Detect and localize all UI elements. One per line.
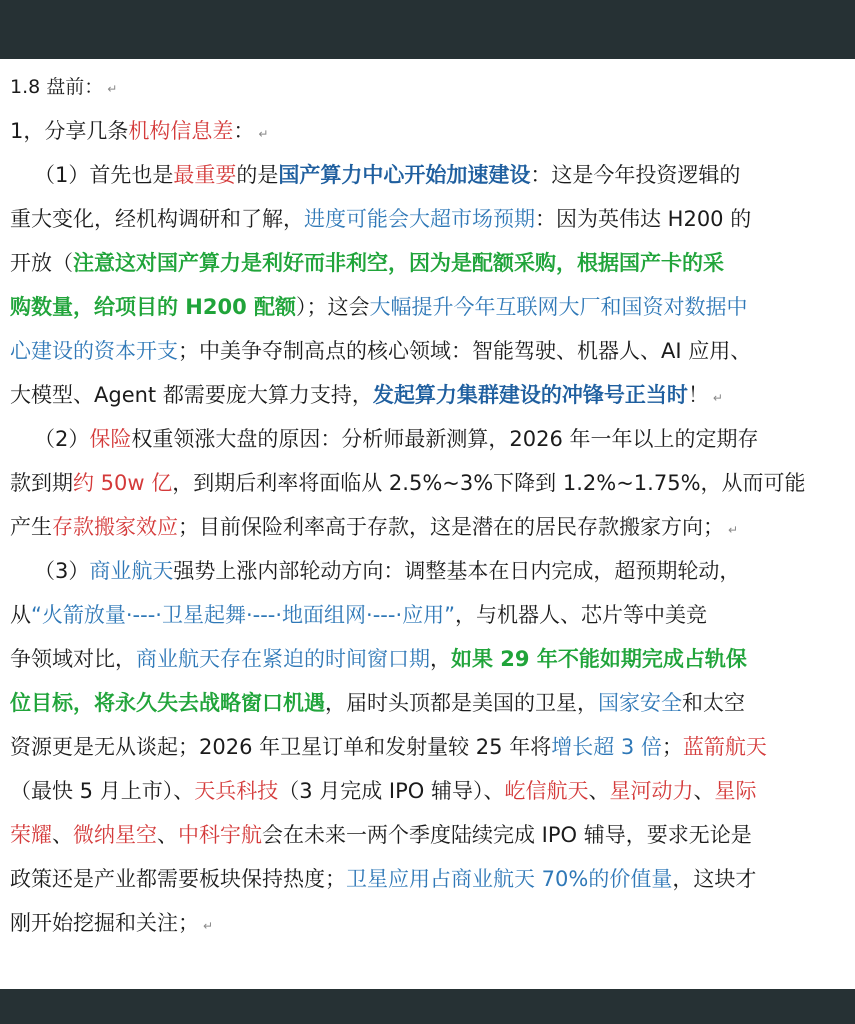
heading-line [10,65,844,109]
p3-line6 [10,769,844,813]
p3-text: ，这块才 [672,867,757,891]
p3-text: 刚开始挖掘和关注； [10,911,199,935]
p3-blue-text: 商业航天 [89,559,174,583]
p3-red-text: 荣耀 [10,823,52,847]
bottom-dark-bar [0,989,855,1024]
p3-blue-text: 商业航天存在紧迫的时间窗口期 [136,647,430,671]
p3-text: 、 [157,823,178,847]
paragraph-mark-icon: ↵ [258,127,269,141]
p3-text: ，与机器人、芯片等中美竞 [455,603,708,627]
p2-line1 [10,417,844,461]
p3-line9 [10,901,844,945]
item1-suffix: ： [233,119,255,143]
p2-line2 [10,461,844,505]
p3-text: 、 [693,779,715,803]
p3-line2 [10,593,844,637]
p1-bold-blue-text: 发起算力集群建设的冲锋号正当时 [372,383,688,407]
item1-line [10,109,844,153]
p2-red-text: 保险 [89,427,132,451]
p3-text: （最快 5 月上市）、 [10,779,195,803]
p3-red-text: 蓝箭航天 [682,735,767,759]
p3-text: 资源更是无从谈起；2026 年卫星订单和发射量较 25 年将 [10,735,552,759]
p1-text: 重大变化，经机构调研和了解， [10,207,304,231]
p3-line5 [10,725,844,769]
p1-text: ）；这会 [296,295,370,319]
p2-text: 权重领涨大盘的原因：分析师最新测算，2026 年一年以上的定期存 [131,427,759,451]
p3-red-text: 微纳星空 [73,823,157,847]
p1-line5 [10,329,844,373]
p1-blue-text: 心建设的资本开支 [10,339,178,363]
document-page [0,59,855,989]
p3-text: ， [430,647,451,671]
p3-text: 政策还是产业都需要板块保持热度； [10,867,346,891]
p3-text: （3 月完成 IPO 辅导）、 [278,779,505,803]
p3-line3 [10,637,844,681]
p1-green-text: 购数量，给项目的 H200 配额 [10,295,297,319]
p1-text: 的是 [236,163,279,187]
p3-text: 强势上涨内部轮动方向：调整基本在日内完成，超预期轮动， [173,559,741,583]
p3-red-text: 屹信航天 [504,779,589,803]
p3-green-text: 如果 29 年不能如期完成占轨保 [451,647,747,671]
paragraph-mark-icon: ↵ [712,391,723,405]
p3-text: 、 [588,779,610,803]
p3-text: 从 [10,603,31,627]
p1-text: ；中美争夺制高点的核心领域：智能驾驶、机器人、AI 应用、 [178,339,752,363]
p1-line1 [10,153,844,197]
p1-green-text: 注意这对国产算力是利好而非利空，因为是配额采购，根据国产卡的采 [73,251,724,275]
p3-text: ，届时头顶都是美国的卫星， [325,691,598,715]
p1-text: 大模型、Agent 都需要庞大算力支持， [10,383,373,407]
p3-blue-text: 增长超 3 倍 [551,735,662,759]
p3-line7 [10,813,844,857]
p3-line1 [10,549,844,593]
paragraph-mark-icon: ↵ [107,82,118,96]
p1-text: 开放（ [10,251,73,275]
p1-bold-blue-text: 国产算力中心开始加速建设 [278,163,531,187]
paragraph-mark-icon: ↵ [203,919,214,933]
p1-blue-text: 大幅提升今年互联网大厂和国资对数据中 [369,295,748,319]
item1-prefix: 1，分享几条 [10,119,129,143]
p3-text: 会在未来一两个季度陆续完成 IPO 辅导，要求无论是 [262,823,752,847]
heading: 1.8 盘前： [10,76,104,98]
p3-blue-text: “火箭放量·---·卫星起舞·---·地面组网·---·应用” [31,603,456,627]
p3-text: 和太空 [682,691,745,715]
top-dark-bar [0,0,855,59]
p1-line2 [10,197,844,241]
p3-text: 、 [52,823,73,847]
p3-red-text: 中科宇航 [178,823,262,847]
p1-text: （1）首先也是 [34,163,174,187]
p3-red-text: 星际 [714,779,757,803]
p3-blue-text: 国家安全 [598,691,682,715]
p2-text: ；目前保险利率高于存款，这是潜在的居民存款搬家方向； [178,515,724,539]
p2-line3 [10,505,844,549]
p3-text: 争领域对比， [10,647,136,671]
p3-blue-text: 卫星应用占商业航天 70%的价值量 [346,867,673,891]
p2-text: （2） [34,427,90,451]
p1-text: ！ [687,383,709,407]
p3-text: （3） [34,559,90,583]
document-body [10,65,844,945]
p1-line6 [10,373,844,417]
p3-green-text: 位目标，将永久失去战略窗口机遇 [10,691,325,715]
p2-text: 款到期 [10,471,73,495]
p2-text: 产生 [10,515,52,539]
p1-text: ：这是今年投资逻辑的 [530,163,741,187]
p3-line8 [10,857,844,901]
p1-line3 [10,241,844,285]
p3-red-text: 星河动力 [609,779,694,803]
p3-red-text: 天兵科技 [194,779,279,803]
paragraph-mark-icon: ↵ [728,523,739,537]
item1-highlight: 机构信息差 [128,119,234,143]
p2-red-text: 约 50w 亿 [73,471,173,495]
p3-text: ； [661,735,683,759]
p3-line4 [10,681,844,725]
p1-line4 [10,285,844,329]
p1-blue-text: 进度可能会大超市场预期 [304,207,535,231]
p1-text: ：因为英伟达 H200 的 [535,207,752,231]
p2-text: ，到期后利率将面临从 2.5%~3%下降到 1.2%~1.75%，从而可能 [172,471,806,495]
p2-red-text: 存款搬家效应 [52,515,178,539]
p1-red-text: 最重要 [173,163,237,187]
